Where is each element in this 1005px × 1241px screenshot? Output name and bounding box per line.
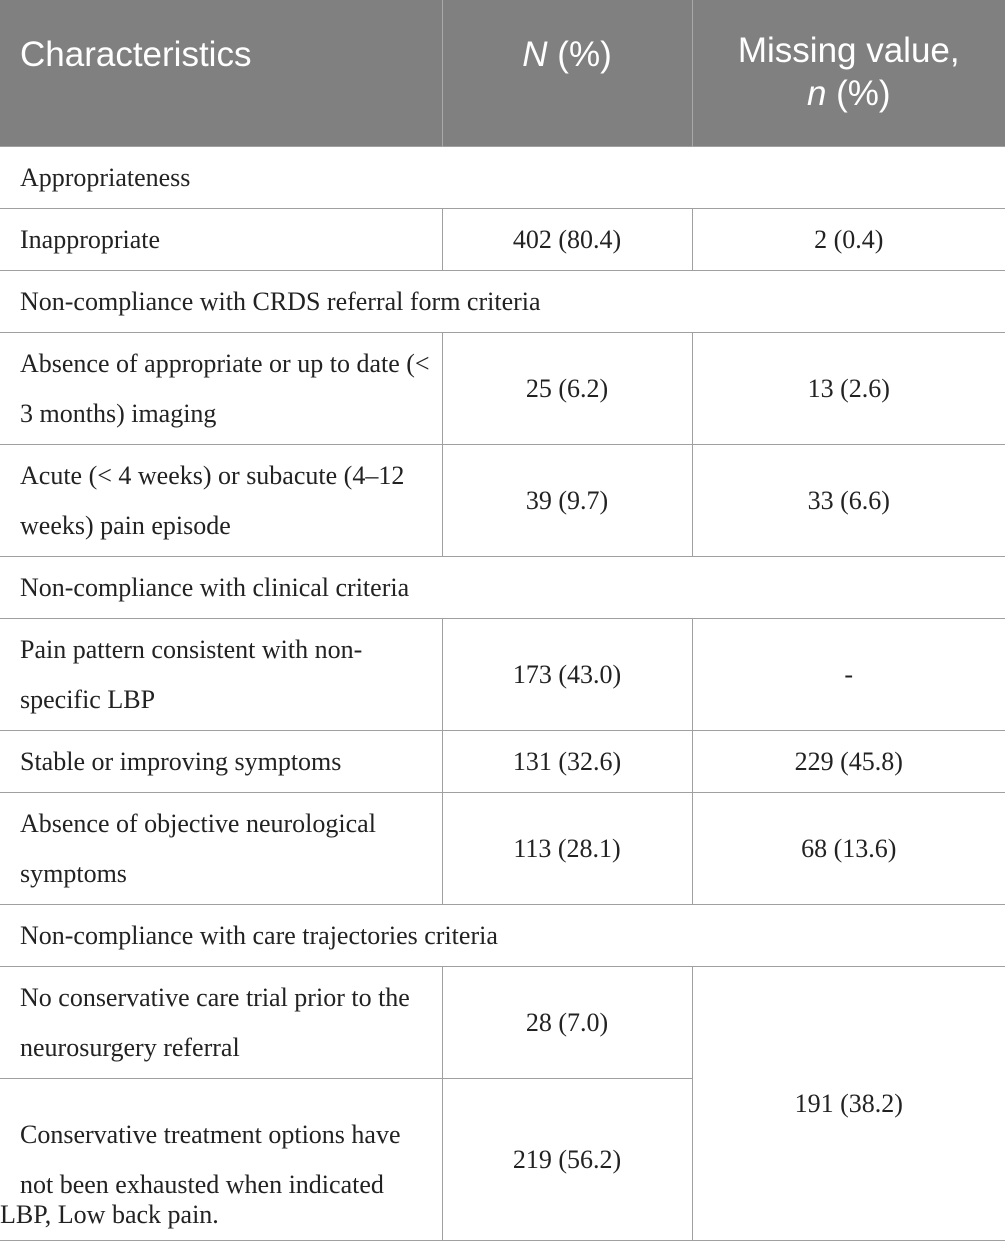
row-label: Stable or improving symptoms: [0, 731, 442, 793]
header-missing-line1: Missing value,: [737, 31, 960, 71]
table-row: [0, 793, 1005, 905]
row-label: Inappropriate: [0, 209, 442, 271]
row-label: No conservative care trial prior to the neurosurgery referral: [0, 967, 442, 1079]
row-missing-value: 2 (0.4): [692, 209, 1005, 271]
row-label: Acute (< 4 weeks) or subacute (4–12 weeks) pain episode: [0, 445, 442, 557]
row-label: Absence of objective neurological symptoms: [0, 793, 442, 905]
table-row: [0, 967, 1005, 1079]
section-row: [0, 557, 1005, 619]
row-n-value: 131 (32.6): [442, 731, 692, 793]
section-row: [0, 271, 1005, 333]
row-n-value: 219 (56.2): [442, 1079, 692, 1241]
row-missing-value: 229 (45.8): [692, 731, 1005, 793]
row-label: Pain pattern consistent with non-specific LBP: [0, 619, 442, 731]
header-characteristics: Characteristics: [0, 0, 442, 147]
table-footnote: LBP, Low back pain.: [0, 1200, 219, 1229]
section-row: [0, 147, 1005, 209]
row-n-value: 25 (6.2): [442, 333, 692, 445]
row-missing-value: 68 (13.6): [692, 793, 1005, 905]
header-n-symbol: N: [522, 34, 548, 74]
section-care-trajectories: Non-compliance with care trajectories criteria: [0, 905, 1005, 967]
row-n-value: 28 (7.0): [442, 967, 692, 1079]
header-missing-n-symbol: n: [806, 74, 827, 113]
table-header: [0, 0, 1005, 147]
table-row: [0, 731, 1005, 793]
row-label: Absence of appropriate or up to date (< 3 months) imaging: [0, 333, 442, 445]
row-missing-value: 33 (6.6): [692, 445, 1005, 557]
row-n-value: 402 (80.4): [442, 209, 692, 271]
row-missing-value-merged: 191 (38.2): [692, 967, 1005, 1241]
table-row: [0, 333, 1005, 445]
section-crds-criteria: Non-compliance with CRDS referral form criteria: [0, 271, 1005, 333]
row-missing-value: 13 (2.6): [692, 333, 1005, 445]
table-row: [0, 619, 1005, 731]
header-missing-suffix: (%): [826, 74, 891, 113]
header-missing-value: [692, 0, 1005, 147]
row-missing-value: -: [692, 619, 1005, 731]
section-row: [0, 905, 1005, 967]
row-label: Conservative treatment options have not been exhausted when indicated: [0, 1079, 442, 1241]
table-row: [0, 445, 1005, 557]
row-n-value: 173 (43.0): [442, 619, 692, 731]
section-appropriateness: Appropriateness: [0, 147, 1005, 209]
header-n-percent-suffix: (%): [547, 34, 612, 74]
row-n-value: 113 (28.1): [442, 793, 692, 905]
table-row: [0, 209, 1005, 271]
row-n-value: 39 (9.7): [442, 445, 692, 557]
section-clinical-criteria: Non-compliance with clinical criteria: [0, 557, 1005, 619]
header-n-percent: [442, 0, 692, 147]
